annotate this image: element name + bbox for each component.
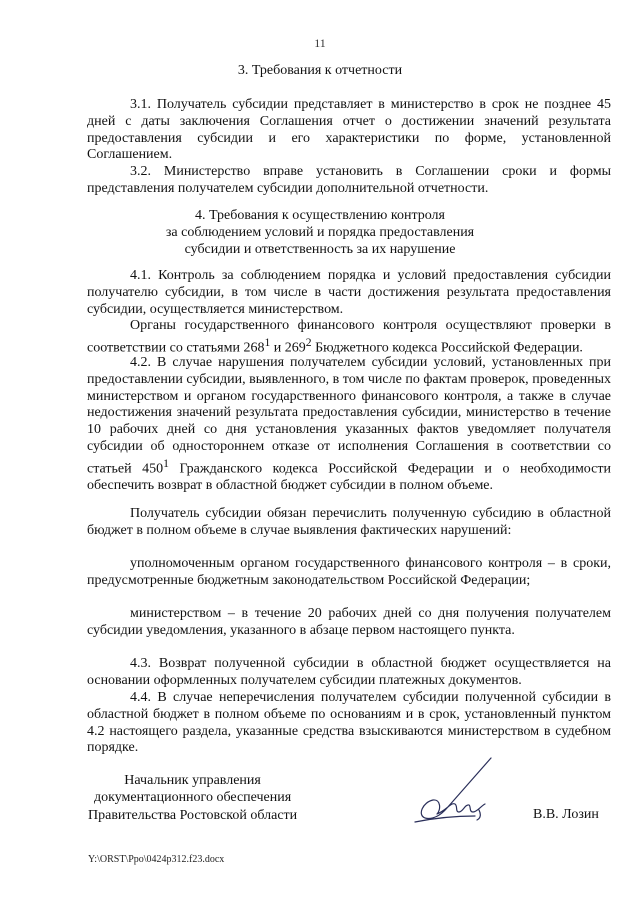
- paragraph-4-2: [87, 355, 611, 495]
- position-line: документационного обеспечения: [93, 790, 292, 806]
- signatory-name: В.В. Лозин: [533, 807, 599, 822]
- file-path-footer: Y:\ORST\Ppo\0424p312.f23.docx: [88, 854, 225, 865]
- section-4-title-line: 4. Требования к осуществлению контроля: [195, 208, 445, 223]
- text-fragment: 4.2. В случае нарушения получателем субсидии условий, установленных при предоставлении субсидии, выявленного, в том числе по фактам проверок, проведенных министерством и органом государственного финансового контроля, а также в случае недостижения значений результата предоставления субсидии, министерство в течение 10 рабочих дней со дня установления указанных фактов уведомляет получателя субсидии об одностороннем отказе от исполнения Соглашения в соответствии со статьей 450: [87, 355, 611, 477]
- paragraph-4-1: 4.1. Контроль за соблюдением порядка и условий предоставления субсидии получателю субсидии, в том числе в части достижения результата предоставления субсидии, осуществляется министерством.: [87, 268, 611, 317]
- section-4-title-line: субсидии и ответственность за их нарушение: [184, 241, 456, 257]
- text-fragment: и 269: [270, 340, 306, 356]
- text-fragment: Бюджетного кодекса Российской Федерации.: [311, 340, 583, 356]
- paragraph-3-1: 3.1. Получатель субсидии представляет в министерство в срок не позднее 45 дней с даты заключения Соглашения отчет о достижении значений результата предоставления субсидии и его характеристики по форме, установленной Соглашением.: [87, 97, 611, 163]
- position-line: Правительства Ростовской области: [88, 807, 298, 823]
- paragraph-4-2-obligation: Получатель субсидии обязан перечислить полученную субсидию в областной бюджет в полном объеме в случае выявления фактических нарушений:: [87, 506, 611, 538]
- section-3-title-text: 3. Требования к отчетности: [237, 63, 403, 78]
- superscript: 1: [163, 456, 169, 470]
- paragraph-4-2-control-body: уполномоченным органом государственного финансового контроля – в сроки, предусмотренные бюджетным законодательством Российской Федерации;: [87, 556, 611, 588]
- handwritten-signature: [395, 752, 525, 832]
- position-line: Начальник управления: [124, 773, 261, 788]
- superscript: 1: [264, 335, 271, 349]
- section-3-title: [0, 63, 640, 80]
- paragraph-4-4: 4.4. В случае неперечисления получателем субсидии полученной субсидии в областной бюджет в полном объеме по основаниям и в срок, установленный пунктом 4.2 настоящего раздела, указанные средства взыскиваются министерством в судебном порядке.: [87, 690, 611, 756]
- signatory-position: [88, 772, 297, 824]
- paragraph-4-2-ministry: министерством – в течение 20 рабочих дней со дня получения получателем субсидии уведомления, указанного в абзаце первом настоящего пункта.: [87, 606, 611, 638]
- superscript: 2: [305, 335, 312, 349]
- paragraph-4-3: 4.3. Возврат полученной субсидии в областной бюджет осуществляется на основании оформленных получателем субсидии платежных документов.: [87, 656, 611, 688]
- page-number: 11: [314, 36, 326, 50]
- paragraph-4-1-control-bodies: [87, 318, 611, 357]
- section-4-title: [0, 208, 640, 258]
- section-4-title-line: за соблюдением условий и порядка предоставления: [165, 224, 475, 240]
- paragraph-3-2: 3.2. Министерство вправе установить в Соглашении сроки и формы представления получателем субсидии дополнительной отчетности.: [87, 164, 611, 196]
- text-fragment: Органы государственного финансового контроля осуществляют проверки в соответствии со статьями 268: [87, 318, 611, 356]
- text-fragment: Гражданского кодекса Российской Федерации и о необходимости обеспечить возврат в областной бюджет субсидии в полном объеме.: [87, 461, 611, 494]
